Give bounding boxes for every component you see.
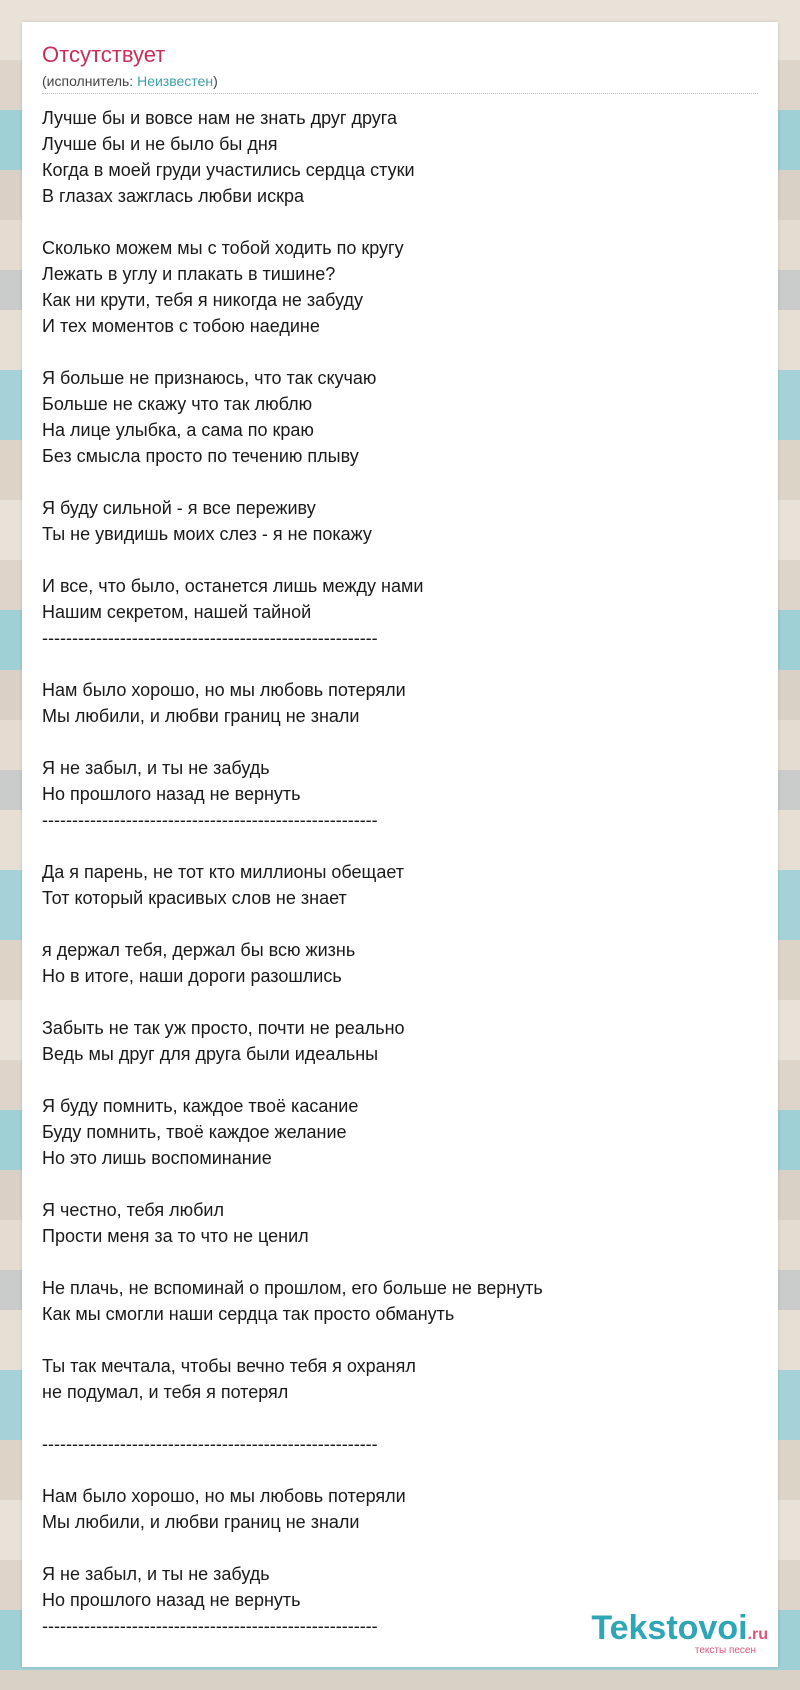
lyric-line: Как ни крути, тебя я никогда не забуду — [42, 290, 364, 310]
lyrics-card — [22, 22, 778, 1667]
lyric-line: Не плачь, не вспоминай о прошлом, его больше не вернуть — [42, 1278, 543, 1298]
lyric-line: -------------------------------------------------------- — [42, 1434, 378, 1454]
lyric-line: не подумал, и тебя я потерял — [42, 1382, 289, 1402]
lyric-line — [42, 339, 762, 365]
artist-line — [42, 72, 218, 90]
lyric-line: Ты не увидишь моих слез - я не покажу — [42, 524, 372, 544]
lyric-line — [42, 1249, 762, 1275]
lyric-line: В глазах зажглась любви искра — [42, 186, 305, 206]
lyric-line — [42, 989, 762, 1015]
lyric-line: Я честно, тебя любил — [42, 1200, 224, 1220]
lyric-line: Буду помнить, твоё каждое желание — [42, 1122, 347, 1142]
lyric-line: Лучше бы и не было бы дня — [42, 134, 278, 154]
lyric-line — [42, 651, 762, 677]
lyric-line: Когда в моей груди участились сердца стуки — [42, 160, 415, 180]
lyric-line: Нашим секретом, нашей тайной — [42, 602, 312, 622]
lyric-line — [42, 729, 762, 755]
lyric-line: Я буду сильной - я все переживу — [42, 498, 316, 518]
lyric-line: И все, что было, останется лишь между нами — [42, 576, 424, 596]
lyrics-text — [42, 105, 762, 1639]
lyric-line: Ведь мы друг для друга были идеальны — [42, 1044, 379, 1064]
lyric-line — [42, 469, 762, 495]
lyric-line: Больше не скажу что так люблю — [42, 394, 313, 414]
lyric-line: Тот который красивых слов не знает — [42, 888, 347, 908]
lyric-line: Мы любили, и любви границ не знали — [42, 706, 360, 726]
lyric-line: Сколько можем мы с тобой ходить по кругу — [42, 238, 404, 258]
lyric-line — [42, 547, 762, 573]
lyric-line: я держал тебя, держал бы всю жизнь — [42, 940, 356, 960]
lyric-line — [42, 209, 762, 235]
lyric-line — [42, 911, 762, 937]
lyric-line: Прости меня за то что не ценил — [42, 1226, 309, 1246]
logo-name: Tekstovoi — [591, 1609, 748, 1647]
lyric-line: Мы любили, и любви границ не знали — [42, 1512, 360, 1532]
artist-prefix: (исполнитель: — [42, 73, 138, 89]
lyric-line — [42, 1327, 762, 1353]
lyric-line: На лице улыбка, а сама по краю — [42, 420, 314, 440]
lyric-line — [42, 1535, 762, 1561]
lyric-line: Лежать в углу и плакать в тишине? — [42, 264, 336, 284]
lyric-line: Но прошлого назад не вернуть — [42, 1590, 301, 1610]
lyric-line: Я больше не признаюсь, что так скучаю — [42, 368, 377, 388]
logo-tagline: тексты песен — [694, 1645, 756, 1656]
lyric-line: Но в итоге, наши дороги разошлись — [42, 966, 342, 986]
lyric-line: -------------------------------------------------------- — [42, 810, 378, 830]
lyric-line: Без смысла просто по течению плыву — [42, 446, 359, 466]
lyric-line: Лучше бы и вовсе нам не знать друг друга — [42, 108, 397, 128]
lyric-line — [42, 1171, 762, 1197]
lyric-line: Забыть не так уж просто, почти не реально — [42, 1018, 405, 1038]
header-divider — [42, 93, 758, 94]
lyric-line — [42, 1457, 762, 1483]
site-logo[interactable] — [591, 1611, 768, 1657]
lyric-line: Я не забыл, и ты не забудь — [42, 1564, 270, 1584]
lyric-line: Но это лишь воспоминание — [42, 1148, 272, 1168]
song-title: Отсутствует — [42, 42, 166, 67]
lyric-line: И тех моментов с тобою наедине — [42, 316, 320, 336]
artist-link[interactable]: Неизвестен — [137, 73, 214, 89]
lyric-line: -------------------------------------------------------- — [42, 628, 378, 648]
lyric-line: Нам было хорошо, но мы любовь потеряли — [42, 680, 406, 700]
artist-suffix: ) — [213, 73, 218, 89]
lyric-line: Я буду помнить, каждое твоё касание — [42, 1096, 359, 1116]
lyric-line: Я не забыл, и ты не забудь — [42, 758, 270, 778]
lyric-line: Но прошлого назад не вернуть — [42, 784, 301, 804]
lyric-line — [42, 1067, 762, 1093]
lyric-line — [42, 833, 762, 859]
lyric-line — [42, 1405, 762, 1431]
lyric-line: -------------------------------------------------------- — [42, 1616, 378, 1636]
lyric-line: Как мы смогли наши сердца так просто обмануть — [42, 1304, 455, 1324]
lyric-line: Ты так мечтала, чтобы вечно тебя я охранял — [42, 1356, 416, 1376]
logo-tld: .ru — [747, 1626, 768, 1643]
lyric-line: Да я парень, не тот кто миллионы обещает — [42, 862, 405, 882]
lyric-line: Нам было хорошо, но мы любовь потеряли — [42, 1486, 406, 1506]
